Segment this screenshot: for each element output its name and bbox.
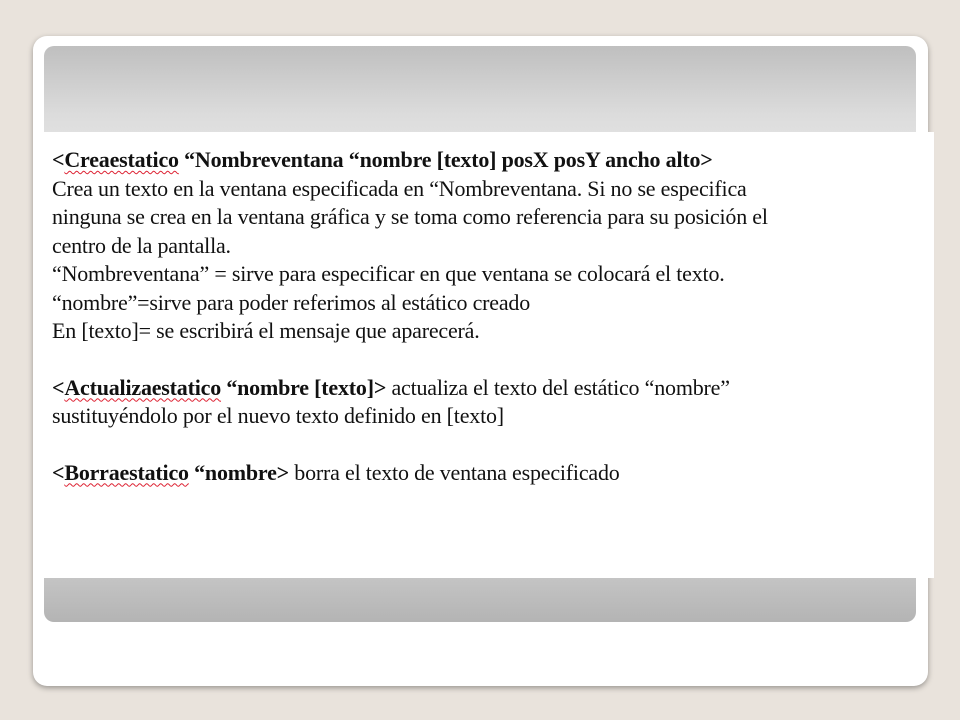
borraestatico-syntax: [52, 459, 928, 488]
command-open: <: [52, 374, 65, 400]
command-args: “Nombreventana “nombre [texto] posX posY ancho alto>: [178, 147, 713, 172]
command-name-creaestatico: Creaestatico: [64, 147, 179, 172]
command-args: “nombre>: [188, 459, 289, 485]
document-image: [44, 132, 934, 578]
paragraph-gap: [52, 346, 928, 374]
actualizaestatico-desc-line2: sustituyéndolo por el nuevo texto definido en [texto]: [52, 403, 504, 428]
creaestatico-desc-line2: ninguna se crea en la ventana gráfica y se toma como referencia para su posición el: [52, 204, 768, 229]
actualizaestatico-desc-inline: actualiza el texto del estático “nombre”: [386, 374, 730, 400]
command-open: <: [52, 147, 65, 172]
param-nombreventana: “Nombreventana” = sirve para especificar en que ventana se colocará el texto.: [52, 261, 725, 286]
command-open: <: [52, 459, 65, 485]
command-name-actualizaestatico: Actualizaestatico: [64, 374, 222, 400]
param-texto: En [texto]= se escribirá el mensaje que aparecerá.: [52, 318, 480, 343]
document-text: [52, 146, 928, 487]
borraestatico-desc-inline: borra el texto de ventana especificado: [288, 459, 620, 485]
creaestatico-desc-line1: Crea un texto en la ventana especificada en “Nombreventana. Si no se especifica: [52, 175, 747, 201]
creaestatico-syntax: [52, 146, 928, 175]
paragraph-gap: [52, 431, 928, 459]
creaestatico-desc-line3: centro de la pantalla.: [52, 232, 231, 258]
actualizaestatico-syntax: [52, 374, 928, 403]
command-args: “nombre [texto]>: [221, 374, 387, 400]
param-nombre: “nombre”=sirve para poder referimos al estático creado: [52, 289, 531, 315]
command-name-borraestatico: Borraestatico: [64, 459, 189, 485]
